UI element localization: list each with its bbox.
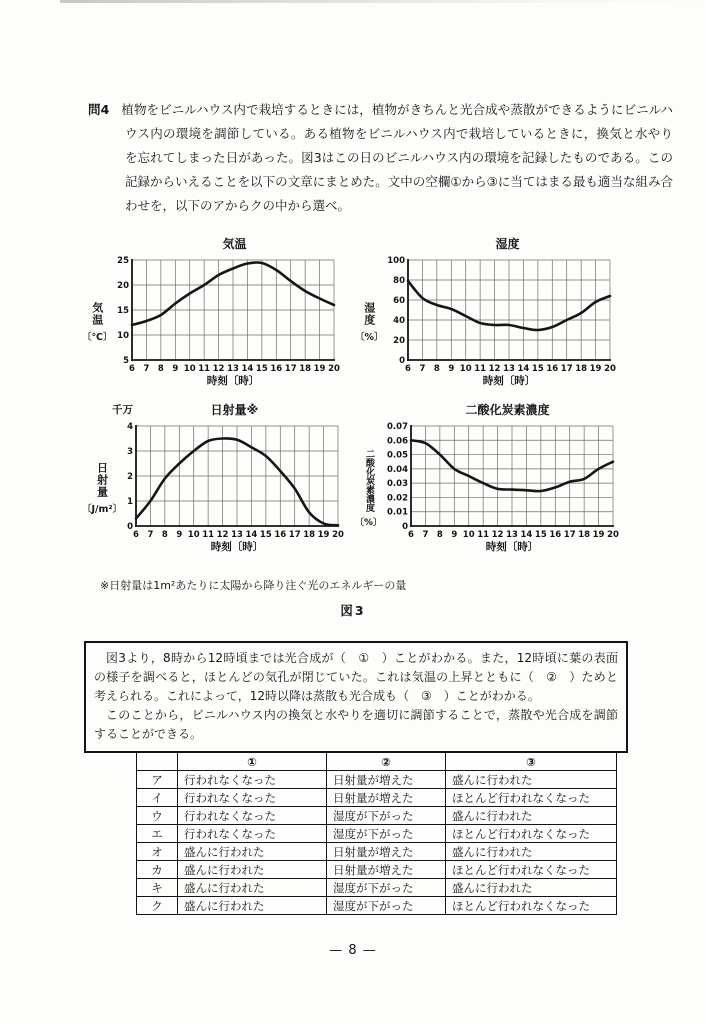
option-cell: 行われなくなった bbox=[178, 807, 327, 825]
svg-text:20: 20 bbox=[392, 336, 405, 346]
option-cell: 日射量が増えた bbox=[327, 771, 446, 789]
svg-text:6: 6 bbox=[128, 364, 135, 374]
option-row bbox=[137, 897, 617, 915]
svg-text:80: 80 bbox=[392, 276, 405, 286]
svg-text:10: 10 bbox=[459, 364, 472, 374]
svg-text:20: 20 bbox=[603, 364, 616, 374]
options-table-header bbox=[137, 753, 617, 771]
y-axis-label: 日射量 〔J/m²〕 bbox=[82, 461, 123, 515]
question-number: 問4 bbox=[88, 102, 110, 117]
svg-text:8: 8 bbox=[436, 530, 443, 540]
option-cell: 盛んに行われた bbox=[178, 897, 327, 915]
svg-text:18: 18 bbox=[574, 364, 587, 374]
svg-text:0.06: 0.06 bbox=[387, 436, 409, 447]
svg-text:17: 17 bbox=[563, 530, 576, 540]
svg-text:6: 6 bbox=[133, 530, 140, 540]
blank-2-header: ② bbox=[327, 753, 446, 771]
question-paragraph bbox=[88, 98, 673, 218]
svg-text:16: 16 bbox=[545, 364, 558, 374]
svg-text:100: 100 bbox=[386, 256, 405, 266]
option-cell: 日射量が増えた bbox=[327, 843, 446, 861]
option-row bbox=[137, 807, 617, 825]
option-cell: 盛んに行われた bbox=[446, 879, 617, 897]
svg-text:19: 19 bbox=[313, 364, 326, 374]
option-row bbox=[137, 771, 617, 789]
svg-text:10: 10 bbox=[462, 530, 475, 540]
temperature-chart bbox=[82, 236, 357, 388]
option-cell: ほとんど行われなくなった bbox=[446, 789, 617, 807]
svg-text:15: 15 bbox=[531, 364, 544, 374]
svg-text:17: 17 bbox=[288, 530, 301, 540]
svg-text:14: 14 bbox=[241, 364, 253, 374]
option-cell: 行われなくなった bbox=[178, 789, 327, 807]
svg-text:時刻〔時〕: 時刻〔時〕 bbox=[485, 541, 539, 553]
svg-text:12: 12 bbox=[488, 364, 501, 374]
option-cell: ほとんど行われなくなった bbox=[446, 825, 617, 843]
svg-text:0.02: 0.02 bbox=[387, 493, 409, 504]
svg-text:15: 15 bbox=[534, 530, 547, 540]
co2-concentration-chart bbox=[355, 402, 630, 554]
svg-text:2: 2 bbox=[127, 472, 134, 482]
svg-text:10: 10 bbox=[183, 364, 196, 374]
svg-text:8: 8 bbox=[433, 364, 440, 374]
solar-radiation-plot bbox=[122, 420, 346, 554]
svg-text:7: 7 bbox=[147, 530, 154, 540]
svg-text:1: 1 bbox=[127, 497, 134, 507]
figure-caption: 図3 bbox=[340, 603, 366, 618]
scan-artifact bbox=[60, 0, 706, 3]
svg-text:0.04: 0.04 bbox=[387, 464, 409, 475]
svg-text:13: 13 bbox=[226, 364, 239, 374]
svg-text:18: 18 bbox=[303, 530, 316, 540]
svg-text:19: 19 bbox=[592, 530, 605, 540]
svg-text:時刻〔時〕: 時刻〔時〕 bbox=[482, 375, 535, 387]
svg-text:5: 5 bbox=[122, 356, 129, 366]
option-cell: 湿度が下がった bbox=[327, 825, 446, 843]
svg-text:16: 16 bbox=[274, 530, 287, 540]
svg-text:17: 17 bbox=[284, 364, 297, 374]
svg-text:0: 0 bbox=[127, 522, 134, 532]
svg-text:11: 11 bbox=[197, 364, 210, 374]
svg-text:11: 11 bbox=[473, 364, 486, 374]
svg-text:14: 14 bbox=[520, 530, 533, 540]
svg-text:18: 18 bbox=[298, 364, 311, 374]
svg-text:8: 8 bbox=[157, 364, 164, 374]
option-letter: エ bbox=[137, 825, 178, 843]
question-text: 植物をビニルハウス内で栽培するときには，植物がきちんと光合成や蒸散ができるようにビニルハウス内の環境を調節している。ある植物をビニルハウス内で栽培しているときに，換気と水やりを忘れてしまった日があった。図3はこの日のビニルハウス内の環境を記録したものである。この記録からいえることを以下の文章にまとめた。文中の空欄①から③に当てはまる最も適当な組み合わせを，以下のアからクの中から選べ。 bbox=[121, 102, 673, 213]
svg-text:0.07: 0.07 bbox=[387, 422, 409, 432]
option-cell: 盛んに行われた bbox=[178, 843, 327, 861]
svg-text:18: 18 bbox=[578, 530, 591, 540]
option-cell: 湿度が下がった bbox=[327, 879, 446, 897]
svg-text:15: 15 bbox=[260, 530, 272, 540]
humidity-plot bbox=[384, 254, 618, 388]
option-row bbox=[137, 843, 617, 861]
y-axis-label: 二酸化炭素濃度 〔%〕 bbox=[355, 448, 383, 528]
option-letter: イ bbox=[137, 789, 178, 807]
svg-text:12: 12 bbox=[216, 530, 229, 540]
option-letter: ア bbox=[137, 771, 178, 789]
option-cell: ほとんど行われなくなった bbox=[446, 897, 617, 915]
option-cell: 日射量が増えた bbox=[327, 789, 446, 807]
svg-text:0.03: 0.03 bbox=[387, 479, 409, 490]
option-row bbox=[137, 825, 617, 843]
option-cell: 盛んに行われた bbox=[446, 807, 617, 825]
svg-text:4: 4 bbox=[127, 422, 134, 432]
svg-text:3: 3 bbox=[127, 447, 134, 457]
svg-text:0.05: 0.05 bbox=[387, 450, 409, 461]
option-letter: ク bbox=[137, 897, 178, 915]
scale-note: 千万 bbox=[112, 404, 133, 416]
svg-text:12: 12 bbox=[212, 364, 225, 374]
svg-text:0: 0 bbox=[398, 356, 405, 366]
option-row bbox=[137, 879, 617, 897]
svg-text:時刻〔時〕: 時刻〔時〕 bbox=[210, 541, 264, 553]
svg-text:13: 13 bbox=[506, 530, 518, 540]
svg-text:7: 7 bbox=[418, 364, 425, 374]
svg-text:10: 10 bbox=[116, 331, 129, 341]
y-axis-label: 湿度 〔%〕 bbox=[355, 301, 384, 343]
option-cell: 盛んに行われた bbox=[178, 861, 327, 879]
svg-text:14: 14 bbox=[245, 530, 258, 540]
chart-title: 二酸化炭素濃度 bbox=[465, 403, 550, 417]
blank-1-header: ① bbox=[178, 753, 327, 771]
svg-text:17: 17 bbox=[560, 364, 573, 374]
option-row bbox=[137, 789, 617, 807]
y-axis-label: 気温 〔℃〕 bbox=[82, 301, 113, 343]
svg-text:6: 6 bbox=[404, 364, 411, 374]
svg-text:15: 15 bbox=[116, 306, 129, 316]
option-cell: 盛んに行われた bbox=[446, 771, 617, 789]
svg-text:9: 9 bbox=[451, 530, 458, 540]
summary-passage-box bbox=[84, 641, 628, 753]
temperature-plot bbox=[113, 254, 342, 388]
co2-concentration-plot bbox=[382, 420, 621, 554]
option-letter-header bbox=[137, 753, 178, 771]
solar-radiation-chart bbox=[82, 402, 357, 554]
svg-text:11: 11 bbox=[202, 530, 215, 540]
option-cell: 湿度が下がった bbox=[327, 807, 446, 825]
chart-title: 気温 bbox=[222, 237, 247, 251]
option-cell: 盛んに行われた bbox=[178, 879, 327, 897]
option-cell: 日射量が増えた bbox=[327, 861, 446, 879]
svg-text:25: 25 bbox=[116, 256, 129, 266]
svg-text:11: 11 bbox=[477, 530, 490, 540]
passage-paragraph-2: このことから，ビニルハウス内の換気と水やりを適切に調節することで，蒸散や光合成を調節することができる。 bbox=[94, 708, 618, 741]
option-letter: ウ bbox=[137, 807, 178, 825]
svg-text:16: 16 bbox=[269, 364, 282, 374]
option-cell: 盛んに行われた bbox=[446, 843, 617, 861]
svg-text:60: 60 bbox=[392, 296, 405, 306]
option-cell: 行われなくなった bbox=[178, 825, 327, 843]
option-cell: 湿度が下がった bbox=[327, 897, 446, 915]
svg-text:19: 19 bbox=[589, 364, 602, 374]
svg-text:時刻〔時〕: 時刻〔時〕 bbox=[206, 375, 259, 387]
svg-text:16: 16 bbox=[549, 530, 562, 540]
svg-text:0.01: 0.01 bbox=[387, 507, 409, 518]
svg-text:12: 12 bbox=[491, 530, 504, 540]
passage-paragraph-1: 図3より，8時から12時頃までは光合成が（ ① ）ことがわかる。また，12時頃に葉の表面の様子を調べると，ほとんどの気孔が閉じていた。これは気温の上昇とともに（ ② ）ためと考えられる。これによって，12時以降は蒸散も光合成も（ ③ ）ことがわかる。 bbox=[94, 651, 618, 703]
option-cell: 行われなくなった bbox=[178, 771, 327, 789]
option-letter: カ bbox=[137, 861, 178, 879]
svg-text:13: 13 bbox=[502, 364, 515, 374]
chart-title: 日射量※ bbox=[210, 403, 259, 417]
options-table bbox=[136, 752, 617, 915]
svg-text:20: 20 bbox=[332, 530, 344, 540]
svg-text:40: 40 bbox=[392, 316, 405, 326]
svg-text:7: 7 bbox=[422, 530, 429, 540]
option-letter: オ bbox=[137, 843, 178, 861]
svg-text:9: 9 bbox=[176, 530, 183, 540]
options-table-body bbox=[137, 771, 617, 915]
option-row bbox=[137, 861, 617, 879]
page-number: — 8 — bbox=[329, 943, 377, 958]
svg-text:20: 20 bbox=[116, 281, 129, 291]
solar-radiation-footnote: ※日射量は1m²あたりに太陽から降り注ぐ光のエネルギーの量 bbox=[100, 579, 407, 592]
svg-text:20: 20 bbox=[327, 364, 340, 374]
humidity-chart bbox=[355, 236, 630, 388]
svg-text:0: 0 bbox=[402, 522, 409, 532]
svg-text:9: 9 bbox=[171, 364, 178, 374]
svg-text:7: 7 bbox=[142, 364, 149, 374]
chart-title: 湿度 bbox=[495, 237, 520, 251]
svg-text:9: 9 bbox=[447, 364, 454, 374]
blank-3-header: ③ bbox=[446, 753, 617, 771]
svg-text:13: 13 bbox=[231, 530, 243, 540]
svg-text:20: 20 bbox=[607, 530, 619, 540]
svg-text:10: 10 bbox=[187, 530, 200, 540]
svg-text:8: 8 bbox=[161, 530, 168, 540]
option-cell: ほとんど行われなくなった bbox=[446, 861, 617, 879]
svg-text:6: 6 bbox=[408, 530, 414, 540]
svg-text:14: 14 bbox=[517, 364, 529, 374]
svg-text:19: 19 bbox=[317, 530, 330, 540]
option-letter: キ bbox=[137, 879, 178, 897]
svg-text:15: 15 bbox=[255, 364, 268, 374]
